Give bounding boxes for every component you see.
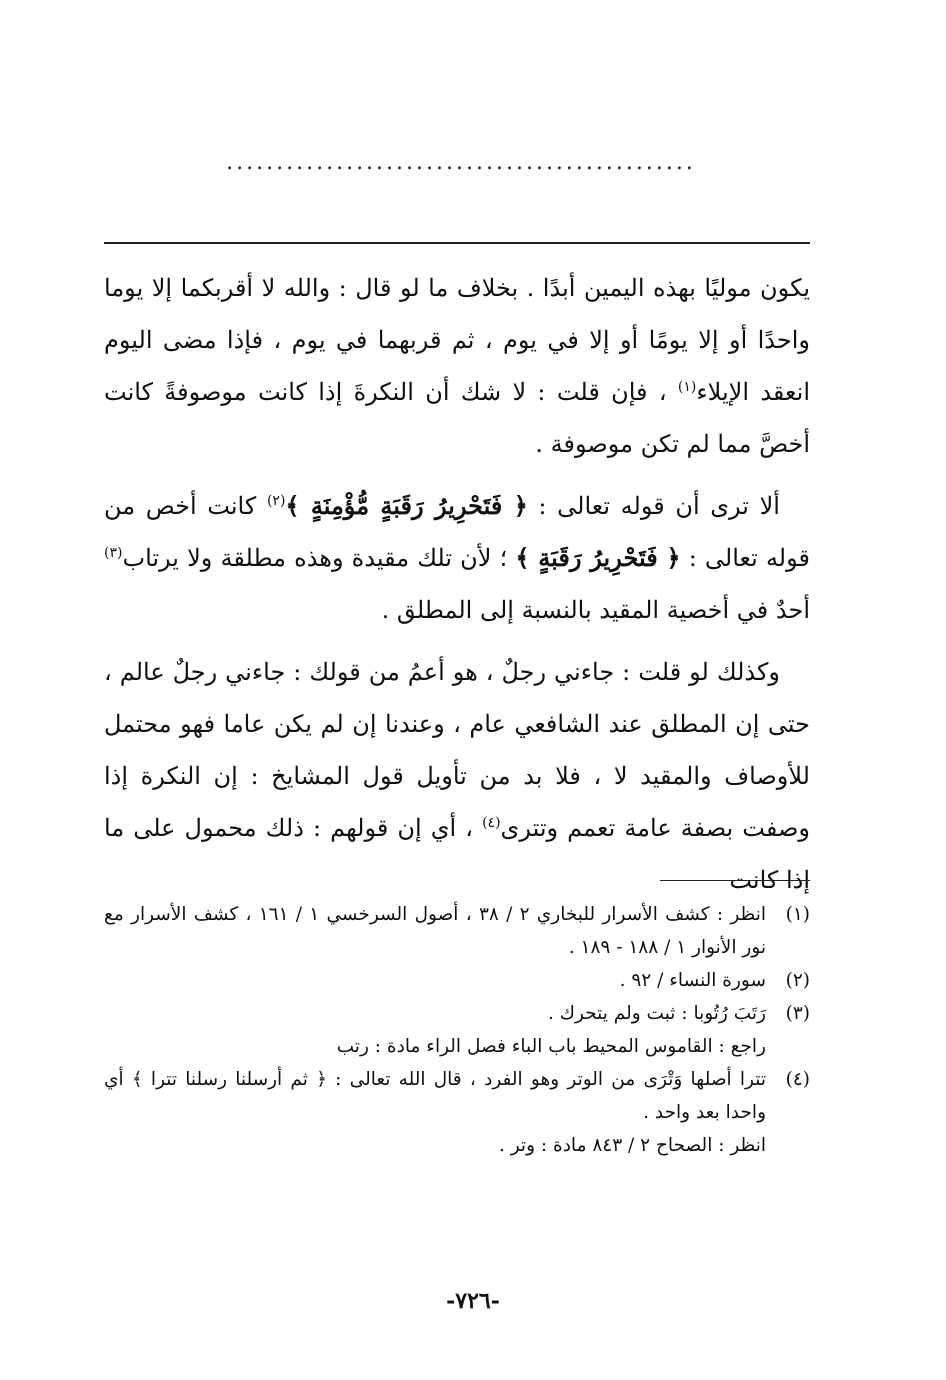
- footnote-2: [104, 964, 810, 997]
- quran-verse-1: ﴿ فَتَحْرِيرُ رَقَبَةٍ مُّؤْمِنَةٍ ﴾: [285, 491, 528, 520]
- p3-text-b: ، أي إن قولهم : ذلك محمول على ما إذا كانت: [104, 814, 810, 894]
- footnote-text: انظر : كشف الأسرار للبخاري ٢ / ٣٨ ، أصول السرخسي ١ / ١٦١ ، كشف الأسرار مع نور الأنوار ١ / ١٨٨ - ١٨٩ .: [104, 904, 766, 958]
- footnote-ref-4: (٤): [482, 815, 501, 831]
- footnote-number: (٤): [785, 1069, 810, 1090]
- footnote-ref-3: (٣): [104, 545, 123, 561]
- footnote-rule: [660, 880, 810, 881]
- p2-text-b: كانت أخص من قوله تعالى :: [104, 492, 810, 572]
- p3-text-a: وكذلك لو قلت : جاءني رجلٌ ، هو أعمُ من قولك : جاءني رجلٌ عالم ، حتى إن المطلق عند الشافعي عام ، وعندنا إن لم يكن عاما فهو محتمل للأوصاف والمقيد لا ، فلا بد من تأويل قول المشايخ : إن النكرة إذا وصفت بصفة عامة تعمم وتترى: [104, 658, 810, 842]
- p2-text-a: ألا ترى أن قوله تعالى :: [538, 492, 780, 520]
- footnote-text: رَتَبَ رُتُوبا : ثبت ولم يتحرك .: [548, 1003, 766, 1024]
- footnote-text: سورة النساء / ٩٢ .: [619, 970, 766, 991]
- footnote-3-continuation: راجع : القاموس المحيط باب الباء فصل الراء مادة : رتب: [336, 1036, 766, 1057]
- footnote-1: [104, 898, 810, 964]
- separator-dots: ...............................................: [226, 150, 696, 175]
- main-text: [104, 262, 810, 916]
- footnote-ref-2: (٢): [266, 493, 286, 509]
- footnote-number: (١): [785, 904, 810, 925]
- paragraph-2: [104, 480, 810, 636]
- footnote-4-continuation: انظر : الصحاح ٢ / ٨٤٣ مادة : وتر .: [498, 1135, 766, 1156]
- p1-text-a: يكون موليًا بهذه اليمين أبدًا . بخلاف ما لو قال : والله لا أقربكما إلا يوما واحدًا أو إلا يومًا أو إلا في يوم ، ثم قربهما في يوم ، فإذا مضى اليوم انعقد الإيلاء: [104, 274, 810, 406]
- p2-text-c: ؛ لأن تلك مقيدة وهذه مطلقة ولا يرتاب: [122, 544, 508, 572]
- footnote-3: [104, 997, 810, 1030]
- paragraph-1: [104, 262, 810, 470]
- page-number: -٧٢٦-: [446, 1288, 500, 1314]
- p2-text-d: أحدٌ في أخصية المقيد بالنسبة إلى المطلق .: [381, 596, 810, 624]
- p1-text-b: ، فإن قلت : لا شك أن النكرةَ إذا كانت موصوفةً كانت أخصَّ مما لم تكن موصوفة .: [104, 378, 810, 458]
- footnote-text: تترا أصلها وَتْرَى من الوتر وهو الفرد ، قال الله تعالى : ﴿ ثم أرسلنا رسلنا تترا ﴾ أي واحدا بعد واحد .: [104, 1069, 766, 1123]
- top-rule: [104, 242, 810, 244]
- quran-verse-2: ﴿ فَتَحْرِيرُ رَقَبَةٍ ﴾: [515, 543, 681, 572]
- footnotes: [104, 898, 810, 1162]
- footnote-ref-1: (١): [677, 379, 697, 395]
- footnote-4: [104, 1063, 810, 1129]
- paragraph-3: [104, 646, 810, 906]
- footnote-number: (٢): [785, 970, 810, 991]
- footnote-number: (٣): [785, 1003, 810, 1024]
